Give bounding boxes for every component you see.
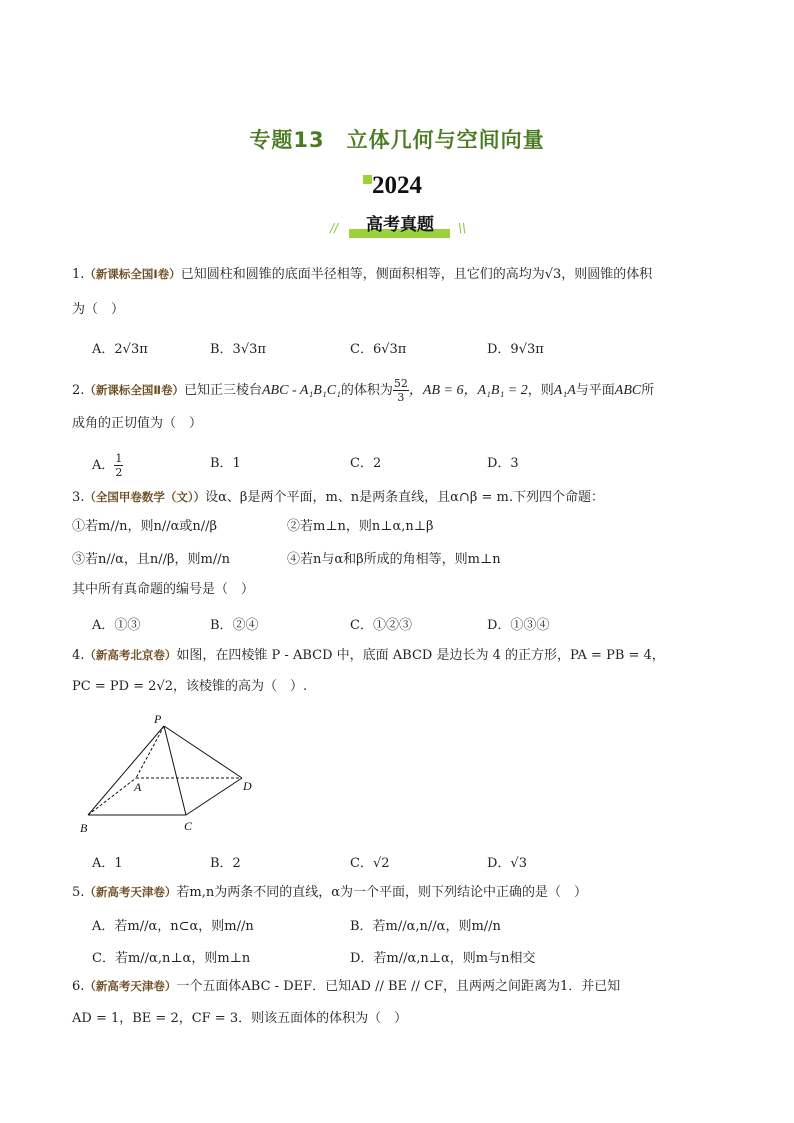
question-4-line-1 [72, 646, 665, 665]
label-p: P [154, 712, 162, 726]
q5-option-b: B．若m//α,n//α，则m//n [350, 919, 501, 934]
question-text: 已知正三棱台 [183, 383, 262, 398]
math-sqrt3: √3 [544, 267, 562, 282]
question-3-line-1 [72, 488, 604, 507]
question-text: 若m,n为两条不同的直线，α为一个平面，则下列结论中正确的是（ ） [176, 885, 588, 900]
question-source: （新课标全国Ⅰ卷） [84, 267, 181, 281]
q1-option-d: D．9√3π [487, 342, 544, 357]
label-a: A [134, 780, 142, 794]
option-a-fraction [114, 452, 123, 479]
q1-option-a: A．2√3π [92, 342, 148, 357]
math-edge-lengths: ，AB = 6，A₁B₁ = 2 [408, 383, 528, 398]
q4-option-a: A．1 [92, 856, 123, 871]
edge-cd [186, 778, 242, 815]
math-frustum: ABC - A₁B₁C₁ [262, 383, 341, 398]
label-d: D [243, 779, 252, 793]
q5-option-d: D．若m//α,n⊥α，则m与n相交 [350, 951, 536, 966]
question-source: （新高考北京卷） [84, 648, 177, 662]
question-2-line-2: 成角的正切值为（ ） [72, 416, 203, 431]
question-text: 与平面 [575, 383, 615, 398]
fraction-numerator: 52 [393, 377, 408, 390]
q3-proposition-1: ①若m//n，则n//α或n//β [72, 519, 218, 534]
q3-proposition-3: ③若n//α，且n//β，则m//n [72, 552, 231, 567]
edge-pb [88, 726, 164, 815]
question-1-line-1 [72, 265, 652, 284]
question-text: ，则圆锥的体积 [561, 267, 653, 282]
question-number: 1. [72, 267, 85, 282]
question-text: 已知圆柱和圆锥的底面半径相等，侧面积相等，且它们的高均为 [180, 267, 545, 282]
q4-option-b: B．2 [210, 856, 241, 871]
question-3-prompt: 其中所有真命题的编号是（ ） [72, 582, 255, 597]
question-2-line-1 [72, 377, 654, 404]
question-number: 4. [72, 648, 85, 663]
q3-option-d: D．①③④ [487, 618, 550, 633]
section-banner [330, 209, 470, 239]
edge-pd [164, 726, 242, 778]
question-number: 5. [72, 885, 85, 900]
math-edge: A₁A [553, 383, 576, 398]
question-number: 6. [72, 979, 85, 994]
volume-fraction [393, 377, 409, 404]
q1-option-c: C．6√3π [350, 342, 407, 357]
question-text: 如图，在四棱锥 P - ABCD 中，底面 ABCD 是边长为 4 的正方形，PA = PB = 4， [176, 648, 665, 663]
question-text: 的体积为 [340, 383, 393, 398]
question-number: 2. [72, 383, 85, 398]
q4-option-c: C．√2 [350, 856, 390, 871]
question-6-line-2: AD = 1，BE = 2，CF = 3．则该五面体的体积为（ ） [72, 1011, 408, 1026]
question-text: ，则 [527, 383, 554, 398]
q3-proposition-4: ④若n与α和β所成的角相等，则m⊥n [287, 552, 501, 567]
fraction-denominator: 3 [397, 391, 405, 404]
question-source: （新高考天津卷） [84, 979, 177, 993]
option-prefix: A． [92, 458, 115, 473]
fraction-denominator: 2 [115, 466, 123, 479]
q3-option-b: B．②④ [210, 618, 259, 633]
q4-option-d: D．√3 [487, 856, 527, 871]
q3-proposition-2: ②若m⊥n，则n⊥α,n⊥β [287, 519, 434, 534]
q1-option-b: B．3√3π [210, 342, 266, 357]
question-number: 3. [72, 490, 85, 505]
q2-option-d: D．3 [487, 456, 519, 471]
question-source: （新高考天津卷） [84, 885, 177, 899]
pyramid-figure [74, 710, 264, 838]
edge-pc [164, 726, 186, 815]
document-title: 专题13 立体几何与空间向量 [249, 128, 545, 152]
banner-left-slashes: // [330, 221, 339, 235]
q3-option-c: C．①②③ [350, 618, 412, 633]
q5-option-c: C．若m//α,n⊥α，则m⊥n [92, 951, 251, 966]
q2-option-c: C．2 [350, 456, 382, 471]
edge-ab [88, 778, 136, 815]
q5-option-a: A．若m//α，n⊂α，则m//n [92, 919, 254, 934]
q2-option-b: B．1 [210, 456, 241, 471]
banner-text: 高考真题 [366, 215, 434, 235]
edge-pa [136, 726, 164, 778]
question-text: 一个五面体ABC - DEF．已知AD // BE // CF，且两两之间距离为1．并已知 [176, 979, 621, 994]
question-source: （新课标全国Ⅱ卷） [84, 383, 184, 397]
question-4-line-2: PC = PD = 2√2，该棱锥的高为（ ）. [72, 679, 308, 694]
year-heading: 2024 [372, 172, 422, 199]
label-c: C [184, 819, 193, 833]
question-source: （全国甲卷数学（文）） [84, 490, 206, 504]
label-b: B [80, 821, 88, 835]
question-text: 设α、β是两个平面，m、n是两条直线，且α∩β = m.下列四个命题： [205, 490, 604, 505]
question-1-line-2: 为（ ） [72, 302, 125, 317]
question-5-line-1 [72, 883, 587, 902]
banner-right-slashes: \\ [458, 221, 467, 235]
q2-option-a [92, 452, 123, 479]
question-text: 所 [641, 383, 655, 398]
q3-option-a: A．①③ [92, 618, 141, 633]
fraction-numerator: 1 [115, 452, 123, 465]
question-6-line-1 [72, 977, 620, 996]
math-plane: ABC [614, 383, 642, 398]
